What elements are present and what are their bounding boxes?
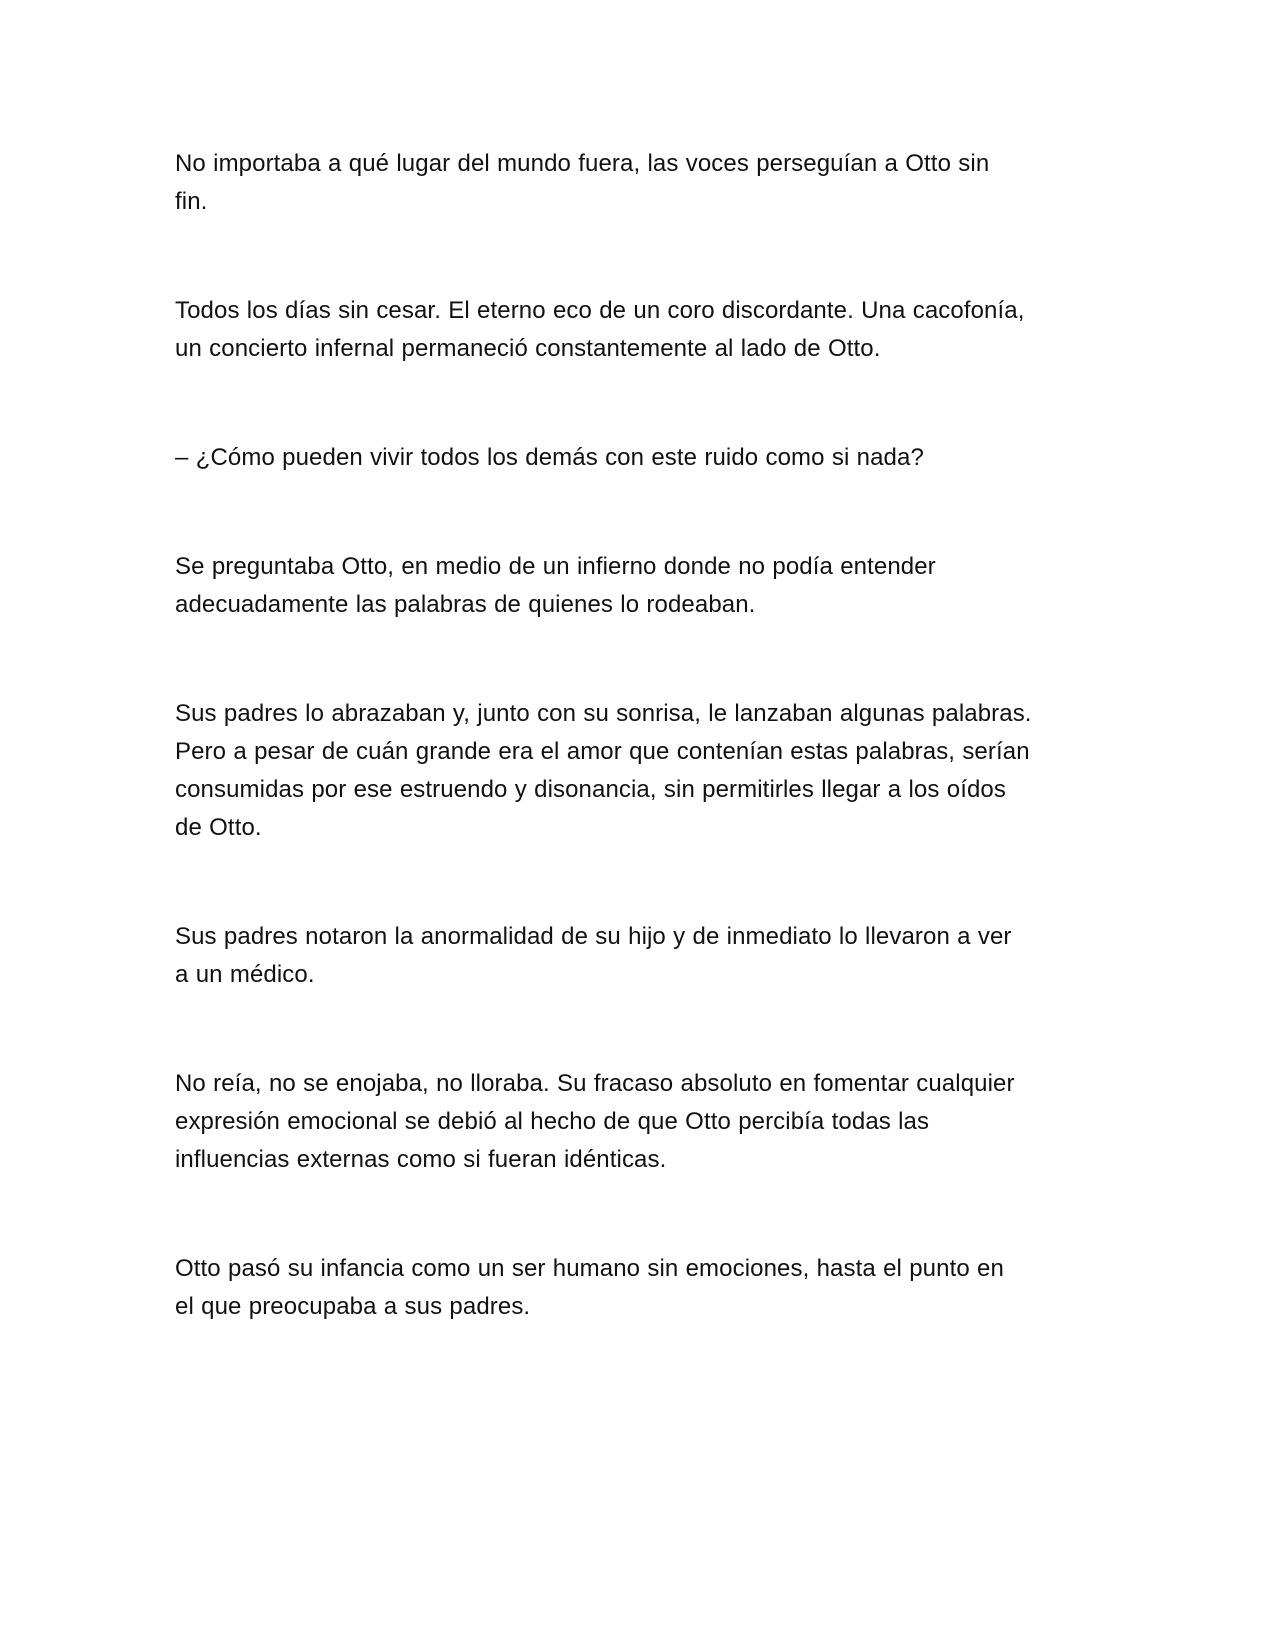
paragraph-line: un concierto infernal permaneció constantemente al lado de Otto. <box>175 335 881 362</box>
paragraph-line: Sus padres notaron la anormalidad de su hijo y de inmediato lo llevaron a ver <box>175 923 1012 950</box>
paragraph-2 <box>175 292 1115 368</box>
paragraph-8 <box>175 1250 1115 1326</box>
paragraph-line: No importaba a qué lugar del mundo fuera, las voces perseguían a Otto sin <box>175 150 990 177</box>
paragraph-1 <box>175 145 1115 221</box>
paragraph-line: a un médico. <box>175 961 315 988</box>
paragraph-4 <box>175 548 1115 624</box>
paragraph-line: expresión emocional se debió al hecho de que Otto percibía todas las <box>175 1108 930 1135</box>
paragraph-line: No reía, no se enojaba, no lloraba. Su fracaso absoluto en fomentar cualquier <box>175 1070 1015 1097</box>
paragraph-7 <box>175 1065 1115 1179</box>
paragraph-3-dialogue <box>175 439 1115 477</box>
paragraph-line: fin. <box>175 188 208 215</box>
paragraph-line: Se preguntaba Otto, en medio de un infierno donde no podía entender <box>175 553 936 580</box>
document-body <box>175 145 1115 1397</box>
paragraph-line: – ¿Cómo pueden vivir todos los demás con este ruido como si nada? <box>175 444 924 471</box>
paragraph-line: Otto pasó su infancia como un ser humano sin emociones, hasta el punto en <box>175 1255 1004 1282</box>
paragraph-line: de Otto. <box>175 814 262 841</box>
paragraph-line: Todos los días sin cesar. El eterno eco de un coro discordante. Una cacofonía, <box>175 297 1025 324</box>
paragraph-5 <box>175 695 1115 847</box>
paragraph-line: Sus padres lo abrazaban y, junto con su sonrisa, le lanzaban algunas palabras. <box>175 700 1032 727</box>
paragraph-line: consumidas por ese estruendo y disonancia, sin permitirles llegar a los oídos <box>175 776 1006 803</box>
paragraph-line: influencias externas como si fueran idénticas. <box>175 1146 667 1173</box>
paragraph-6 <box>175 918 1115 994</box>
paragraph-line: adecuadamente las palabras de quienes lo rodeaban. <box>175 591 756 618</box>
paragraph-line: Pero a pesar de cuán grande era el amor que contenían estas palabras, serían <box>175 738 1030 765</box>
paragraph-line: el que preocupaba a sus padres. <box>175 1293 531 1320</box>
